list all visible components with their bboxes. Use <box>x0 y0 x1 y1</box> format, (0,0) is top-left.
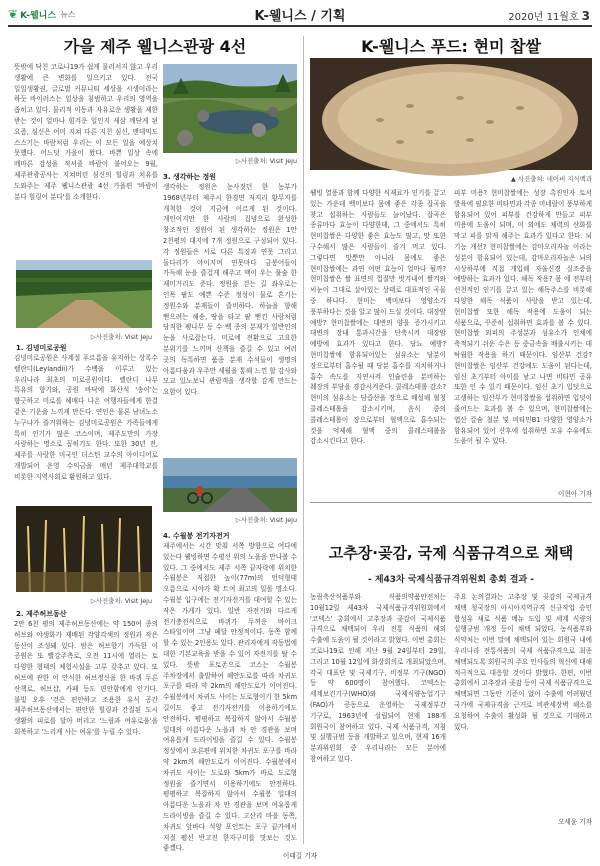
codex-article-title: 고추장·곶감, 국제 식품규격으로 채택 <box>328 544 574 562</box>
photo-caption: ▷사진출처: Visit Jeju <box>90 333 152 341</box>
section-heading: 1. 김녕미로공원 <box>16 344 67 352</box>
codex-article-subtitle: - 제43차 국제식품규격위원회 총회 결과 - <box>367 575 535 585</box>
codex-text-col1: 농림축산식품부와 식품의약품안전처는 10월12일 제43차 국제식품규격위원회에서 '코덱스' 총회에서 고추장과 곶감이 국제식품 규격으로 채택되어 우리 전통 식품의 해외 수출에 도움이 될 것이라고 밝혔다. 이번 총회는 코로나19로 인해 지난 9월 24일부터 29일, 그리고 10월 12일에 화상회의로 개최되었으며, 각국 대표단 및 국제기구, 비정부 기구(NGO) 등 약 600명이 참여했다. 코덱스는 세계보건기구(WHO)와 국제식량농업기구(FAO)가 공동으로 운영하는 국제정부간 기구로, 1963년에 설립되어 현재 188개 회원국이 참여하고 있다. 국제 식품규격, 지침 및 실행규범 등을 개발하고 있으며, 현재 16개 분과위원회 중 우리나라는 모든 분야에 참여하고 있다. <box>310 593 446 763</box>
suwolbong-bike-photo <box>163 458 297 512</box>
byline: 오세윤 기자 <box>558 818 592 826</box>
byline: 이태길 기자 <box>283 852 317 860</box>
section-title: K-웰니스 / 기획 <box>254 9 346 24</box>
herb-garden-text: 2만 6천 평의 제주허브동산에는 약 150여 종의 허브와 야생화가 재배된 각양각색의 정원과 작은 동산이 조성돼 있다. 밤은 허브향기 가득한 이 공원은 또 빨강주측로, 오전 11시에 열리는 토 다양한 형태의 체험시설을 고루 갖추고 있다. 또 허브에 관한 이 안식한 허브정신을 한 바퀴 두른 산책로, 허브샵, 카페 등도 편안함에게 인기다. 불빛 오후 '걷은 편안하고 조용한 유식 공간 제주허브동산에서는 편안한 힐링과 간질된 도시 생활의 피로를 달아 버리고 '느림과 여유로움'을 회복하고 '느리게 사는 여유'를 누릴 수 있다. <box>14 620 158 736</box>
section-heading: 3. 생각하는 정원 <box>163 173 216 181</box>
photo-caption: ▷사진출처: Visit Jeju <box>235 516 297 524</box>
brown-rice-text-col2: 피부 미용? 현미찹쌀에는 성장 촉진인자 토서 발육에 필요한 비타민과 각종 미네랄이 풍부하게 함유되어 있어 피부를 건강하게 만들고 피부 미용에 도움이 되며, 이 외에도 체력의 산화를 막고 피를 맑게 해주는 효과가 있다고 한다. 뇌 기능 개선? 현미찹쌀에는 감마오리자놀 이라는 성분이 함유되어 있는데, 감마오리자놀은 뇌의 시상하부에 직접 개입해 자율신경 실조증을 예방하는 효과가 있다. 해독 작용? 몸 에 전부터 선천적인 인기를 끌고 있는 해독주스를 비롯해 다양한 해독 식품이 사랑을 받고 있는데, 현미찹쌀 또한 해독 작용에 도움이 되는 식품으로, 꾸준히 섭취하면 효과를 볼 수 있다. 현미찹쌀 외피의 주성분과 섬유소가 인체에 축적되기 쉬운 수은 등 중금속을 배출시키는 데 탁월한 작용을 하기 때문이다. 임산부 건강? 현미찹쌀은 임산부 건강에도 도움이 된다는데, 임신 초기부터 아이를 낳고 나면 비타민 공유 또한 인 수 있기 때문이다. 임신 초기 입덧으로 고생하는 임산부가 현미찹쌀을 섭취하면 입덧이 줄어드는 효과를 볼 수 있으며, 현미찹쌀에는 엽산 칼슘 철분 및 비타민B1 다양한 영양소가 함유되어 있어 산후에 섭취하면 모유 수유에도 도움이 될 수 있다. <box>454 189 592 446</box>
page-header <box>0 0 600 27</box>
jeju-article-title: 가을 제주 웰니스관광 4선 <box>63 37 247 56</box>
section-heading: 4. 수월봉 전기자전거 <box>163 532 230 540</box>
thinking-garden-photo <box>163 64 297 153</box>
photo-caption: ▲ 사진출처: 네이버 지식백과 <box>510 175 592 183</box>
brown-rice-photo <box>310 58 592 170</box>
issue-date: 2020년 11월호 3 <box>508 9 590 23</box>
page-number: 3 <box>581 9 590 23</box>
header-rule <box>8 25 592 27</box>
newsletter-logo: ❦ K-웰니스 뉴스 <box>8 7 76 21</box>
column-divider <box>303 36 304 844</box>
section-divider <box>310 502 592 503</box>
brown-rice-text-col1: 웰빙 열풍과 함께 다양한 식재료가 인기를 끌고 있는 가운데 백미보다 몸에 좋은 각종 잡곡을 찾고 섭취하는 사람들도 늘어났다. 잡곡은 종류마다 효능이 다양한데, 그 중에서도 특히 현미찹쌀은 다양한 좋은 효능도 많고, 맛 또한 구수해서 많은 사람들이 즐겨 먹고 있다. 그렇다면 맛뿐만 아니라 몸에도 좋은 현미찹쌀에는 과연 어떤 효능이 얼마나 될까? 현미찹쌀은 쌀 표면의 껍질만 벗겨내어 쌀겨와 씨눈이 그대로 살아있는 상태로 대표적인 곡물 중 하나다. 현미는 백미보다 영양소가 풍부하다는 것을 알고 많이 드실 것이다. 대장암 예방? 현미찹쌀에는 대변의 양을 증가시키고 대변의 장내 통과시간을 단축시켜 대장암 예방에 효과가 있다고 한다. 당뇨 예방? 현미찹쌀에 함유되어있는 섬유소는 당분이 장으로부터 흡수될 때 당분 흡수를 지치하거나 흡수 속도를 지연시켜 인슐린을 분비하는 췌장의 부담을 경감시켜준다. 콜레스테롤 감소? 현미의 섬유소는 담즙산을 장으로 배설해 혈청 콜레스테롤을 감소시키며, 음식 중의 콜레스테롤이 장으로부터 혈액으로 흡수되는 것을 억제해 혈액 중의 콜레스테롤을 감소시킨다고 한다. <box>310 189 446 446</box>
byline: 이현아 기자 <box>558 490 592 498</box>
codex-text-col2: 주요 논의결과는 고추장 및 곶감의 국제규격 채택 청국장의 아시아지역규격 신규작업 승인 합성유 새로 식품 메뉴 도입 및 세계 식량의 실행규범 개정 등이 채택 되었다. 농식품부와 식약처는 이번 말에 채택되어 있는 회원국 내에 우리나라 전통식품의 국제 식품규격으로 최종 채택되도록 회원국의 주요 인사들의 혁신에 대해 적극적으로 대응할 것이다 밝혔다. 한편, 이번 총회에서 고추장과 곶감 등이 국제 식품규격으로 채택되면 그동안 기준이 없어 수출에 어려웠던 국가에 국제규격을 근거로 비관세장벽 해소를 요청하여 수출이 활성화 될 것으로 기대하고 있다. <box>454 593 592 731</box>
section-heading: 2. 제주허브동산 <box>16 610 67 618</box>
gimnyeong-text: 김녕미로공원은 사계절 푸르름을 유지하는 상록수 렐란디(Leylandii)가 수백을 이루고 있는 우리나라 최초의 미로공원이다. 렐란디 나무 특유의 향기와, 공원 바닥에 화산석 '송이'는 향긋하고 미로를 헤매다 나온 여행자들에게 한결 같은 기운을 느끼게 만든다. 연인은 물론 남녀노소 누구나가 즐거워하는 김녕미로공원은 가족들에게 특히 인기가 많은 코스이며, 제주도만의 가장 사랑하는 명소로 꼽히기도 한다. 또한 30년 전, 제주를 사랑한 미국인 더스틴 교수의 아이디어로 개발되어 운영 수익금을 매년 제주대학교를 비롯한 지역사회로 환원하고 있다. <box>14 354 158 481</box>
suwolbong-text: 제주에서는 시간 맞춰 서쪽 방향으로 여다에 있는다 웰빙하면 수평선 위의 노을을 만나볼 수 있다. 그 중에서도 제주 서쪽 끝자락에 위치한 수월봉은 직접한 높이(77m)의 언덕형태 오름으로 시야가 확 트여 최고의 일몰 명소다. 수월봉 입구에는 전기자전거를 대여할 수 있는 작은 가게가 있다. 일반 자전거와 다르게 전기충전식으로 바퀴가 두꺼운 바이크 스타일이며 그냥 페달 안정적이다. 동쪽 함께 할 수 있는 2인용도 있다. 관리자에게 작동법에 대한 기본교육을 받을 수 있어 자전거를 탈 수 있다. 뜻밖 포토존으로 코스는 수월봉 주차장에서 출발하여 해안도로를 따라 차귀도 포구를 따라 약 2km의 해안도로가 이어진다. 수월봉에서 차귀도 사이는 도로형이기 한 5km 길이도 좋고 전기자전거를 이용하기에도 안전하다. 평평하고 복잡하지 않아서 수월봉 일대의 아름다운 노을과 차 안 경관을 보며 여유롭게 드라이빙을 즐길 수 있다. 수월봉 정상에서 오른편에 위치한 차귀도 포구를 바라 약 2km의 해안도로가 이어진다. 수월봉에서 차귀도 사이는 도로와 5km가 바로 도로형 정원을 즐기면서 이용하기에도 안전하다. 평평하고 복잡하지 않아서 수월봉 일대의 아름다운 노을과 차 안 경관을 보며 여유롭게 드라이빙을 즐길 수 있다. 고산리 마을 동쪽, 차귀도 앞바다 석양 포인트는 포구 끝가에서 저절 평선 반고진 한자구미를 맛보는 것도 좋겠다. <box>163 542 297 853</box>
herb-garden-photo <box>16 506 152 592</box>
jeju-intro-text: 뜻밖에 닥친 코로나19가 쉽게 물러서지 않고 우리 생활에 큰 변화를 일으키고 있다. 전국 일일생활권, 글로벌 커뮤니티 세상을 시생이라는 하듯 바이러스는 일상을 침범하고 우리의 영역을 좁히고 있다. 물리적 이동과 자유로운 생활을 제한 받는 것이 얼마나 힘겨운 일인지 새삼 깨닫게 된 요즘, 심신은 어미 지쳐 다른 지친 심신, 앤데믹도 스스기는 바람처럼 우리는 이 모든 일을 예상치 못했다. 어느덧 가을이 왔다. 바쁜 일상 속에 메마른 감성을 적셔줄 바람이 불어오는 9월, 제주관광공사는 지쳐버린 심신의 힐링과 치유를 도와주는 제주 웰니스관광 4선 가을편 '바람이 분다 힐링이 분다'를 소개한다. <box>14 63 158 201</box>
leaf-icon: ❦ <box>8 7 19 21</box>
thinking-garden-text: 생각하는 정원은 농사짓던 한 농부가 1968년부터 제주시 한경면 저지리 황무지를 개척한 것이 지금에 이르게 된 것이다. 개인이지만 한 사람의 집념으로 완성한 창조적인 정원이 된 생각하는 정원은 1만 2천평의 대지에 7개 정원으로 구성되어 있다. 각 정원들은 서로 다른 특징과 연못 그리고 돌다리가 아이지며 연못마다 금붕어들이 가득해 눈을 즐겁게 해주고 맥이 우는 풀숲 한 재미거리도 준다. 정원을 걷는 길 좌우로는 인목 팥도 예쁜 수준 정성이 물로 흔기는 정원수와 분재들이 즐비하다. 하늘을 향해 뻗으려는 해송, 땅을 타고 팥 뻗킨 사람처럼 당직한 팽나무 등 수 백 종의 분재가 일반인의 눈을 사로잡는다. 미로에 전환으로 고요한 분위기를 느끼며 산책을 즐길 수 있고 여러 곳의 독특하면 품종 분재 수석들이 생명의 아름다움과 우주만 세월을 통해 느낀 할 감사와 모교 있노보니 관람객을 생각할 감게 만드는 요함이 있다. <box>163 183 297 397</box>
photo-caption: ▷사진출처: Visit Jeju <box>235 157 297 165</box>
photo-caption: ▷사진출처: Visit Jeju <box>90 597 152 605</box>
food-article-title: K-웰니스 푸드: 현미 찹쌀 <box>361 37 541 56</box>
gimnyeong-maze-photo <box>16 260 152 328</box>
